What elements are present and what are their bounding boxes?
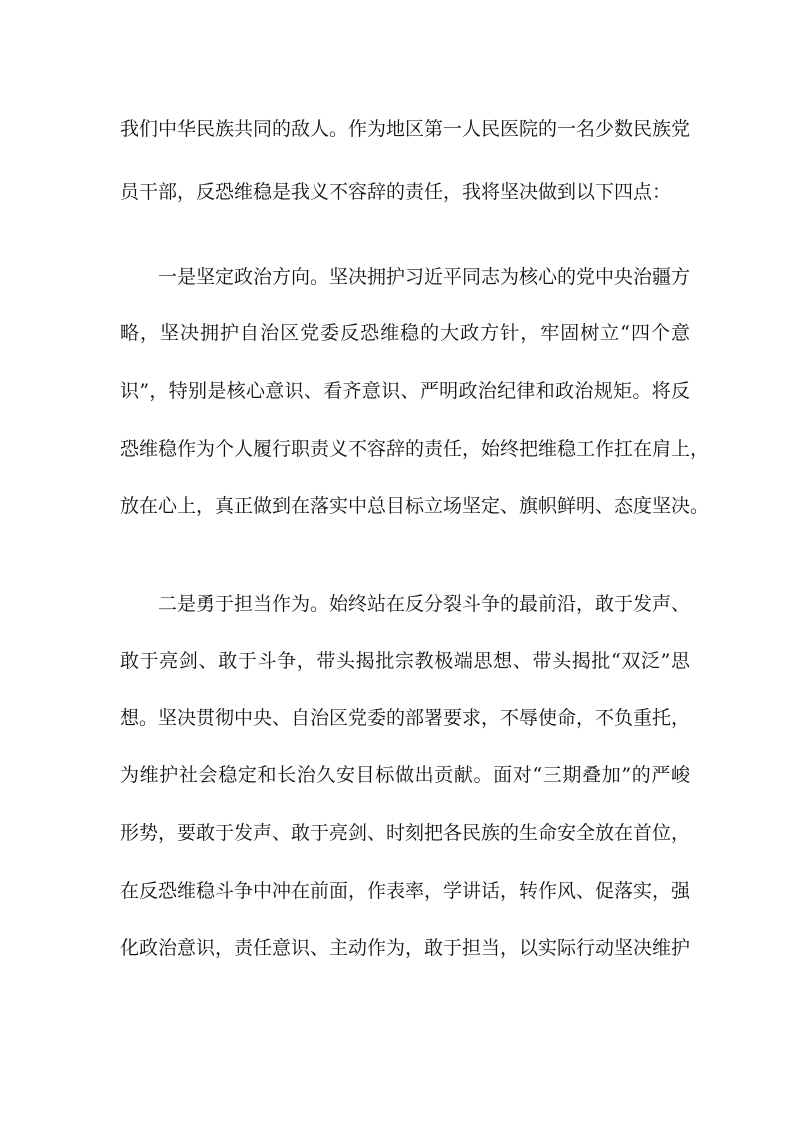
text-line: 在反恐维稳斗争中冲在前面，作表率，学讲话，转作风、促落实，强	[120, 880, 691, 902]
text-line: 员干部，反恐维稳是我义不容辞的责任，我将坚决做到以下四点：	[120, 181, 672, 203]
text-line: 敢于亮剑、敢于斗争，带头揭批宗教极端思想、带头揭批“双泛”思	[120, 650, 690, 672]
text-line: 恐维稳作为个人履行职责义不容辞的责任，始终把维稳工作扛在肩上，	[120, 438, 710, 460]
text-line: 略，坚决拥护自治区党委反恐维稳的大政方针，牢固树立“四个意	[120, 322, 690, 344]
paragraph-1-first-line: 一是坚定政治方向。坚决拥护习近平同志为核心的党中央治疆方	[158, 266, 691, 288]
text-line: 我们中华民族共同的敌人。作为地区第一人民医院的一名少数民族党	[120, 118, 691, 140]
text-line: 放在心上，真正做到在落实中总目标立场坚定、旗帜鲜明、态度坚决。	[120, 495, 710, 517]
paragraph-2-first-line: 二是勇于担当作为。始终站在反分裂斗争的最前沿，敢于发声、	[158, 593, 691, 615]
text-line: 化政治意识，责任意识、主动作为，敢于担当，以实际行动坚决维护	[120, 937, 691, 959]
text-line: 形势，要敢于发声、敢于亮剑、时刻把各民族的生命安全放在首位，	[120, 822, 691, 844]
text-line: 想。坚决贯彻中央、自治区党委的部署要求，不辱使命，不负重托，	[120, 707, 691, 729]
text-line: 为维护社会稳定和长治久安目标做出贡献。面对“三期叠加”的严峻	[120, 764, 690, 786]
text-line: 识”，特别是核心意识、看齐意识、严明政治纪律和政治规矩。将反	[120, 380, 690, 402]
